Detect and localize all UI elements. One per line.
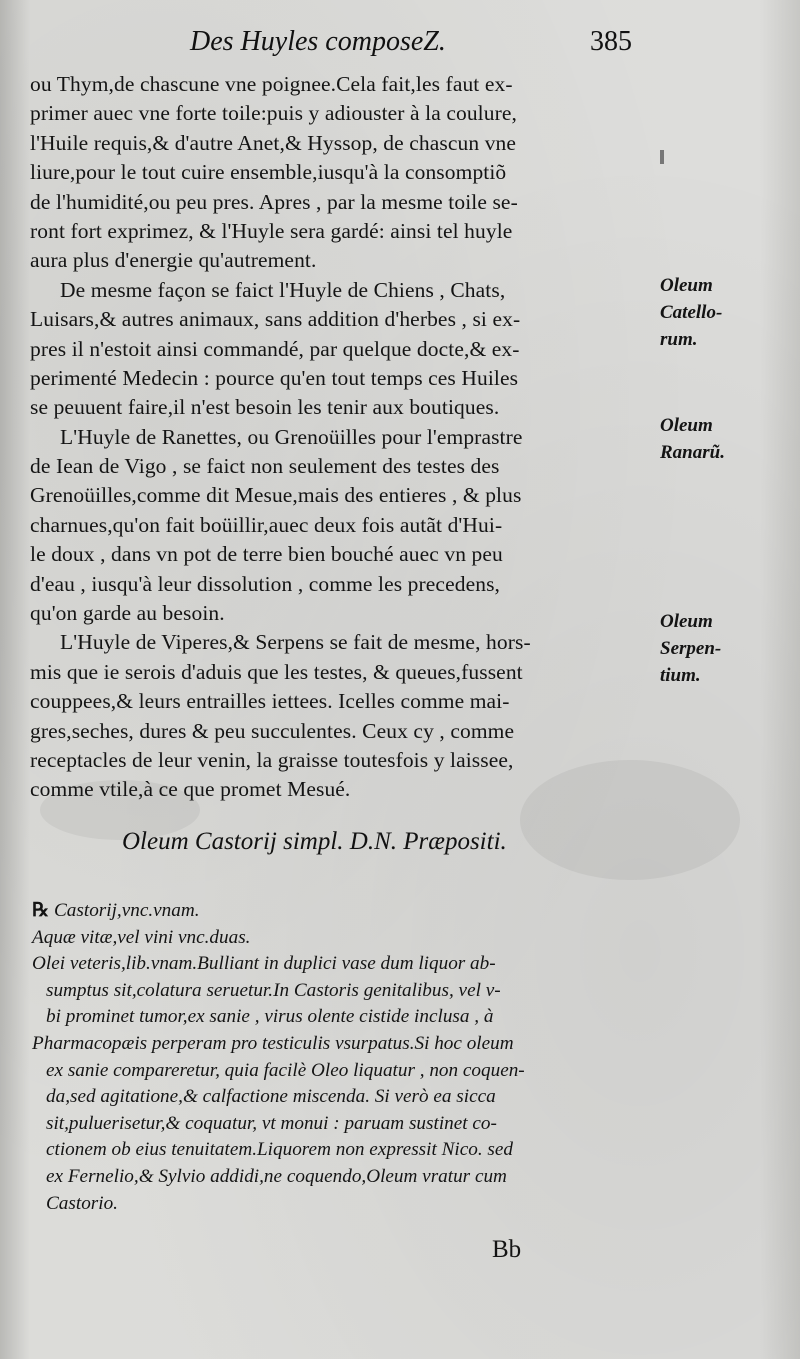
recipe-line — [32, 898, 662, 925]
recipe-title: Oleum Castorij simpl. D.N. Præpositi. — [122, 828, 507, 855]
recipe-line — [32, 925, 662, 952]
recipe-line — [32, 1137, 662, 1164]
recipe-line-text: Olei veteris,lib.vnam.Bulliant in duplici vase dum liquor ab- — [32, 953, 496, 975]
recipe-line-text: Castorio. — [46, 1192, 118, 1214]
margin-note-line: rum. — [660, 329, 698, 350]
text-line: liure,pour le tout cuire ensemble,iusqu'à la consomptiõ — [30, 160, 507, 185]
text-line: couppees,& leurs entrailles iettees. Icelles comme mai- — [30, 689, 510, 714]
text-line: Grenoüilles,comme dit Mesue,mais des entieres , & plus — [30, 483, 522, 508]
text-line: L'Huyle de Viperes,& Serpens se fait de mesme, hors- — [60, 630, 531, 655]
page-header — [190, 26, 670, 70]
text-line: qu'on garde au besoin. — [30, 601, 225, 626]
text-line: se peuuent faire,il n'est besoin les tenir aux boutiques. — [30, 395, 500, 420]
text-line: d'eau , iusqu'à leur dissolution , comme les precedens, — [30, 571, 501, 596]
text-line: de l'humidité,ou peu pres. Apres , par la mesme toile se- — [30, 189, 518, 214]
text-line: comme vtile,à ce que promet Mesué. — [30, 777, 351, 802]
recipe-line — [32, 1084, 662, 1111]
text-line: perimenté Medecin : pource qu'en tout temps ces Huiles — [30, 365, 519, 390]
signature-mark: Bb — [492, 1236, 522, 1263]
recipe-line — [32, 1191, 662, 1218]
text-line: Luisars,& autres animaux, sans addition d'herbes , si ex- — [30, 307, 521, 332]
text-line: gres,seches, dures & peu succulentes. Ceux cy , comme — [30, 718, 515, 743]
margin-note-line: Oleum — [660, 611, 713, 632]
recipe-line — [32, 1058, 662, 1085]
recipe-line-text: Aquæ vitæ,vel vini vnc.duas. — [32, 926, 251, 948]
margin-note — [660, 272, 722, 353]
recipe-line-text: sumptus sit,colatura seruetur.In Castoris genitalibus, vel v- — [46, 979, 501, 1001]
recipe-line — [32, 951, 662, 978]
text-line: l'Huile requis,& d'autre Anet,& Hyssop, de chascun vne — [30, 130, 517, 155]
recipe-line — [32, 978, 662, 1005]
recipe-line-text: da,sed agitatione,& calfactione miscenda. Si verò ea sicca — [46, 1086, 496, 1108]
text-line: De mesme façon se faict l'Huyle de Chiens , Chats, — [60, 277, 506, 302]
margin-note-line: Catello- — [660, 302, 723, 323]
recipe-line — [32, 1004, 662, 1031]
margin-mark — [660, 150, 664, 164]
text-line: receptacles de leur venin, la graisse toutesfois y laissee, — [30, 747, 514, 772]
recipe-text — [32, 898, 662, 1217]
text-line: L'Huyle de Ranettes, ou Grenoüilles pour l'emprastre — [60, 424, 523, 449]
text-line: aura plus d'energie qu'autrement. — [30, 248, 317, 273]
recipe-line — [32, 1111, 662, 1138]
page-number: 385 — [590, 26, 632, 57]
recipe-line-text: sit,puluerisetur,& coquatur, vt monui : paruam sustinet co- — [46, 1112, 497, 1134]
text-line: primer auec vne forte toile:puis y adiouster à la coulure, — [30, 101, 517, 126]
recipe-line-text: ctionem ob eius tenuitatem.Liquorem non expressit Nico. sed — [46, 1139, 514, 1161]
margin-note — [660, 608, 721, 689]
text-line: ou Thym,de chascune vne poignee.Cela fait,les faut ex- — [30, 72, 513, 96]
margin-note-line: Oleum — [660, 415, 713, 436]
text-line: de Iean de Vigo , se faict non seulement des testes des — [30, 454, 500, 479]
recipe-line — [32, 1031, 662, 1058]
margin-note-line: tium. — [660, 665, 701, 686]
recipe-line-text: ex Fernelio,& Sylvio addidi,ne coquendo,Oleum vratur cum — [46, 1165, 507, 1187]
recipe-line-text: Castorij,vnc.vnam. — [54, 900, 200, 921]
recipe-line-text: Pharmacopæis perperam pro testiculis vsurpatus.Si hoc oleum — [32, 1032, 514, 1054]
recipe-line — [32, 1164, 662, 1191]
margin-note — [660, 412, 725, 466]
margin-note-line: Ranarũ. — [660, 442, 725, 463]
text-line: pres il n'estoit ainsi commandé, par quelque docte,& ex- — [30, 336, 520, 361]
text-line: le doux , dans vn pot de terre bien bouché auec vn peu — [30, 542, 503, 567]
text-line: ront fort exprimez, & l'Huyle sera gardé: ainsi tel huyle — [30, 218, 513, 243]
running-title: Des Huyles composeZ. — [190, 26, 446, 57]
recipe-symbol: ℞ — [32, 900, 54, 921]
margin-note-line: Oleum — [660, 275, 713, 296]
recipe-line-text: bi prominet tumor,ex sanie , virus olente cistide inclusa , à — [46, 1006, 494, 1028]
main-text — [30, 70, 650, 805]
margin-note-line: Serpen- — [660, 638, 722, 659]
text-line: charnues,qu'on fait boüillir,auec deux fois autãt d'Hui- — [30, 512, 503, 537]
recipe-line-text: ex sanie compareretur, quia facilè Oleo liquatur , non coquen- — [46, 1059, 525, 1081]
text-line: mis que ie serois d'aduis que les testes, & queues,fussent — [30, 659, 523, 684]
